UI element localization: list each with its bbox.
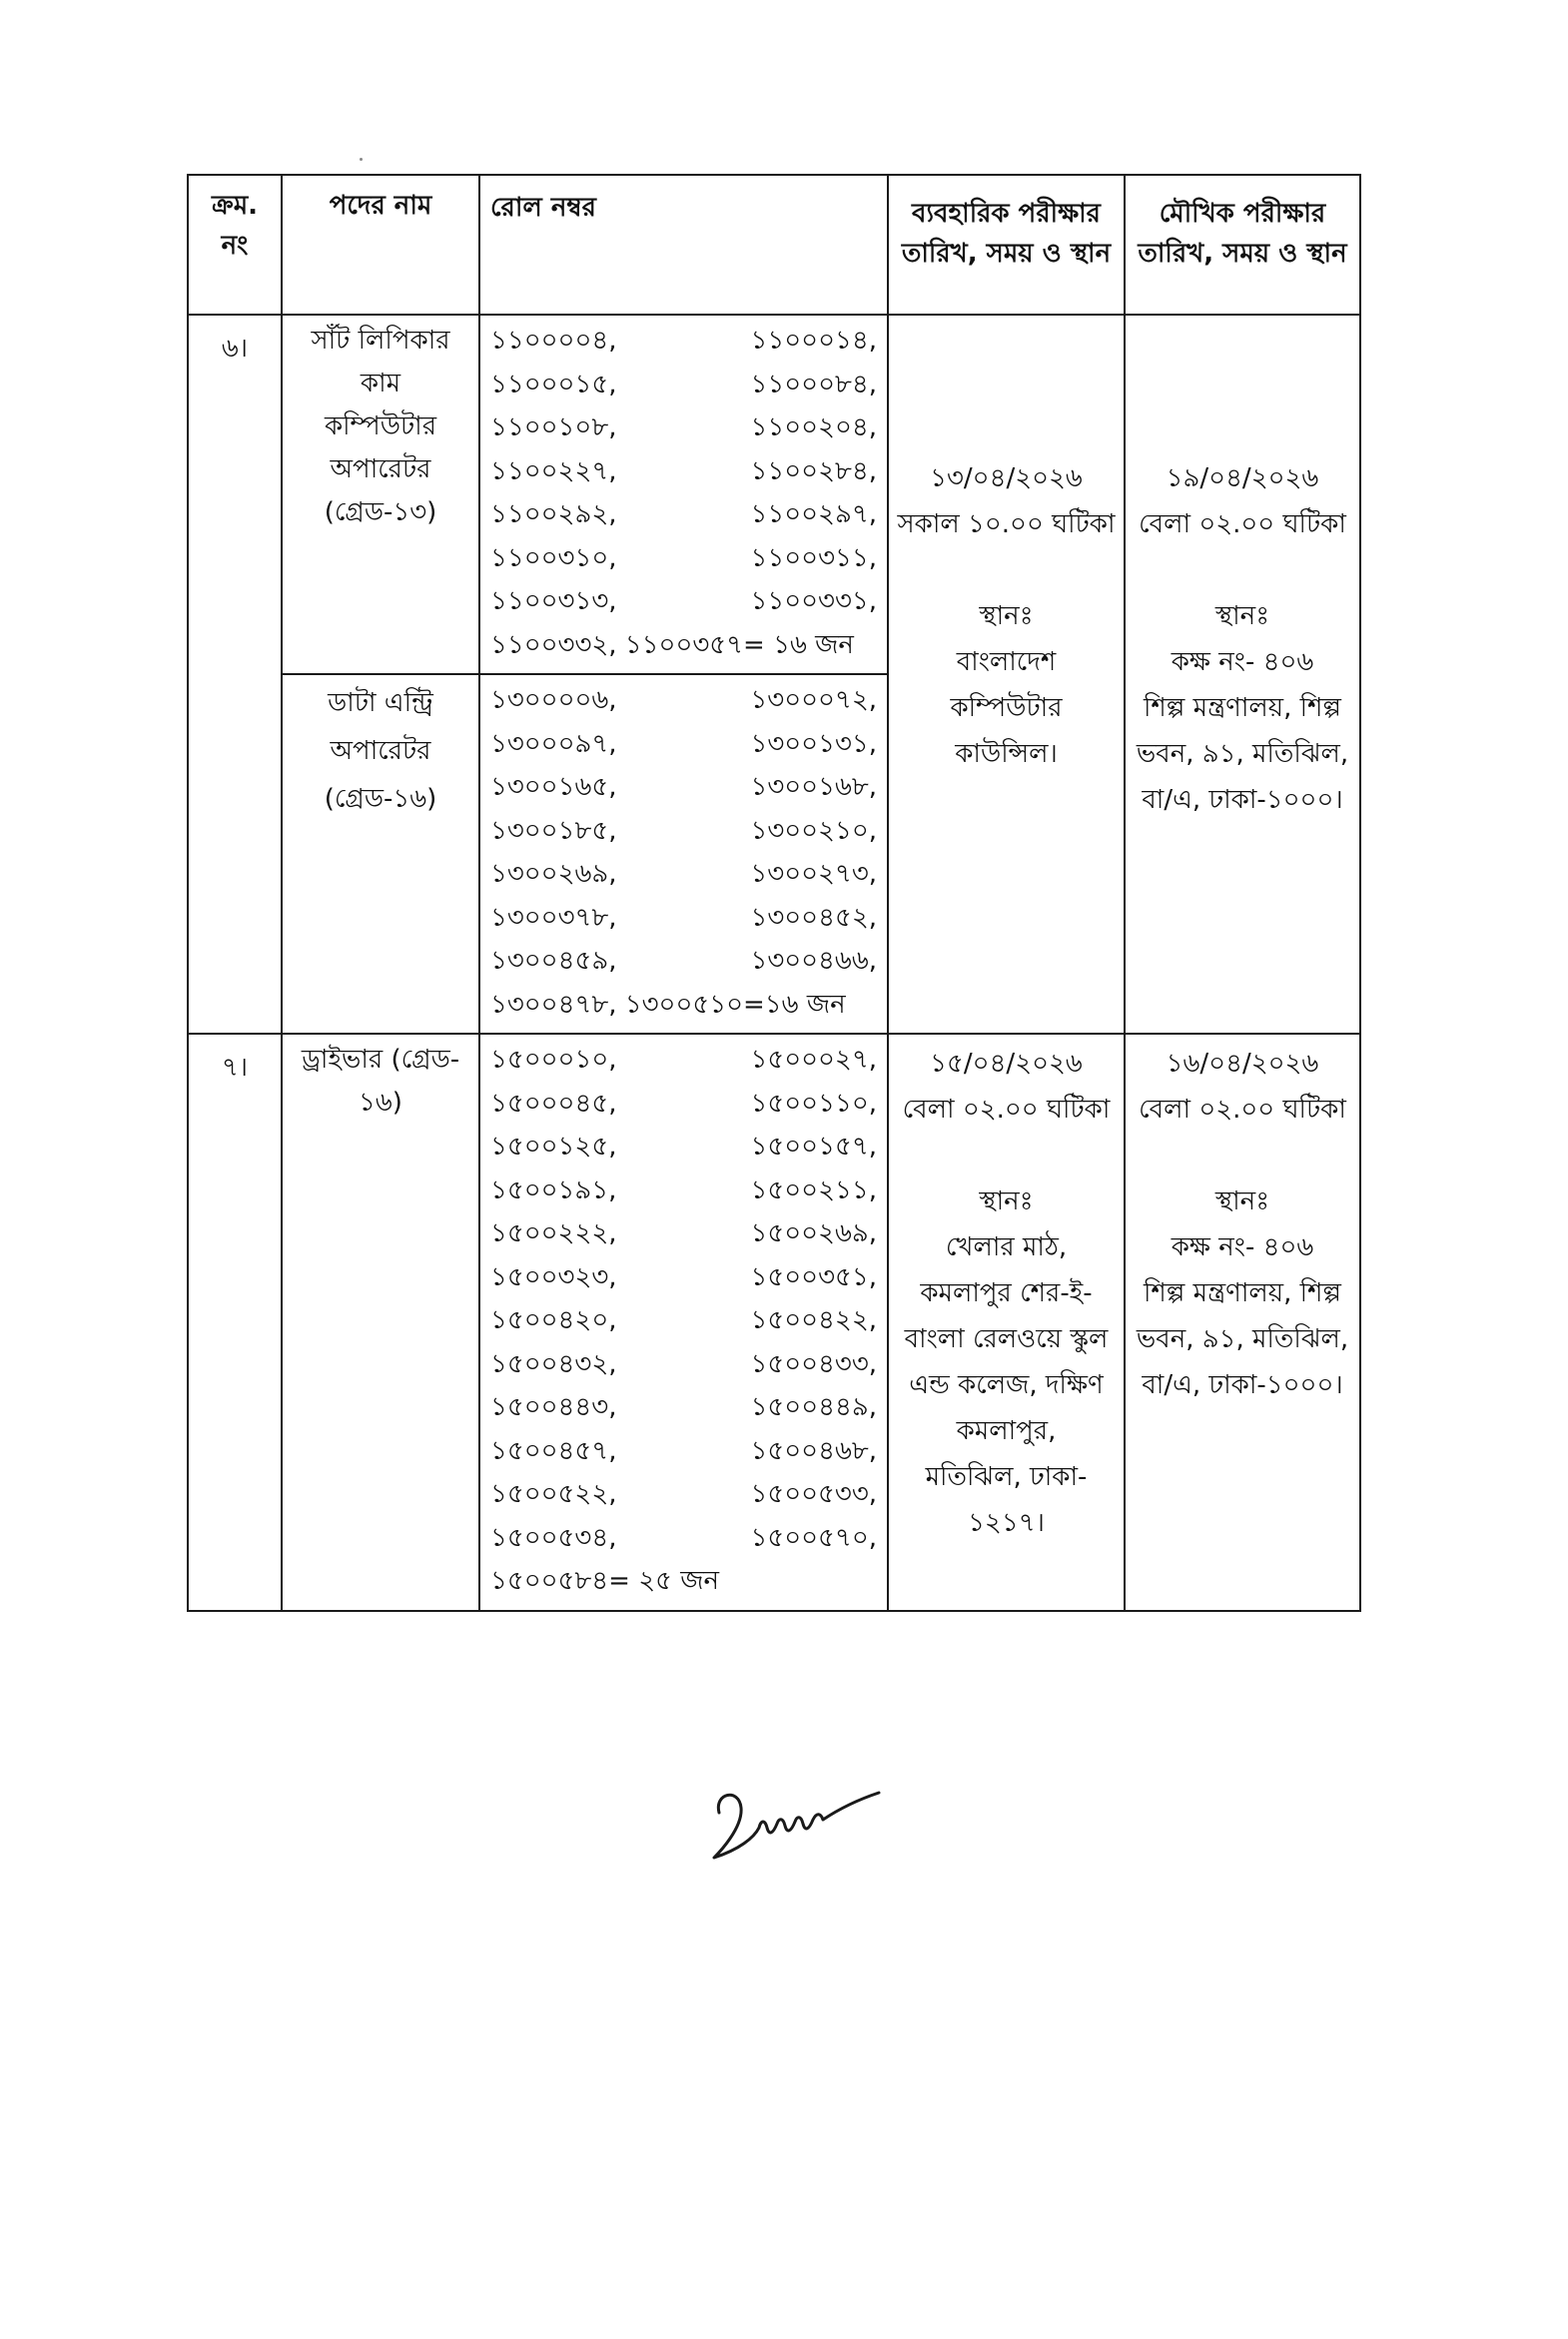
roll-row: ১৩০০০০৬, ১৩০০০৭২, [490, 685, 877, 715]
serial-cell: ৬। [188, 315, 282, 1034]
roll-row: ১৫০০৩২৩, ১৫০০৩৫১, [490, 1261, 877, 1292]
roll-row: ১১০০০০৪, ১১০০০১৪, [490, 326, 877, 356]
header-post: পদের নাম [282, 175, 479, 315]
roll-total: ১৩০০৪৭৮, ১৩০০৫১০=১৬ জন [490, 989, 846, 1020]
roll-total: ১১০০৩৩২, ১১০০৩৫৭= ১৬ জন [490, 629, 854, 660]
page-dot [360, 158, 363, 161]
roll-row: ১৫০০৪৪৩, ১৫০০৪৪৯, [490, 1392, 877, 1422]
header-roll: রোল নম্বর [479, 175, 888, 315]
signature [699, 1758, 899, 1878]
roll-row: ১৫০০৫২২, ১৫০০৫৩৩, [490, 1479, 877, 1509]
practical-exam-cell: ১৫/০৪/২০২৬ বেলা ০২.০০ ঘটিকা স্থানঃ খেলার মাঠ, কমলাপুর শের-ই- বাংলা রেলওয়ে স্কুল এন্ড কলেজ, দক্ষিণ কমলাপুর, মতিঝিল, ঢাকা- ১২১৭। [888, 1034, 1125, 1611]
roll-row: ১৫০০২২২, ১৫০০২৬৯, [490, 1218, 877, 1248]
header-practical: ব্যবহারিক পরীক্ষার তারিখ, সময় ও স্থান [888, 175, 1125, 315]
post-name-cell: ডাটা এন্ট্রি অপারেটর (গ্রেড-১৬) [282, 674, 479, 1034]
roll-row: ১৩০০২৬৯, ১৩০০২৭৩, [490, 859, 877, 889]
roll-row: ১৩০০৩৭৮, ১৩০০৪৫২, [490, 902, 877, 933]
viva-exam-cell: ১৬/০৪/২০২৬ বেলা ০২.০০ ঘটিকা স্থানঃ কক্ষ নং- ৪০৬ শিল্প মন্ত্রণালয়, শিল্প ভবন, ৯১, মতিঝিল, বা/এ, ঢাকা-১০০০। [1125, 1034, 1360, 1611]
roll-row: ১৩০০৪৫৯, ১৩০০৪৬৬, [490, 946, 877, 976]
roll-total: ১৫০০৫৮৪= ২৫ জন [490, 1566, 720, 1596]
roll-row: ১১০০১০৮, ১১০০২০৪, [490, 412, 877, 442]
roll-row: ১৫০০১৯১, ১৫০০২১১, [490, 1174, 877, 1205]
viva-exam-cell: ১৯/০৪/২০২৬ বেলা ০২.০০ ঘটিকা স্থানঃ কক্ষ নং- ৪০৬ শিল্প মন্ত্রণালয়, শিল্প ভবন, ৯১, মতিঝিল, বা/এ, ঢাকা-১০০০। [1125, 315, 1360, 1034]
roll-row: ১৫০০১২৫, ১৫০০১৫৭, [490, 1132, 877, 1162]
roll-row: ১১০০২৯২, ১১০০২৯৭, [490, 499, 877, 529]
post-name-cell: ড্রাইভার (গ্রেড- ১৬) [282, 1034, 479, 1611]
header-viva: মৌখিক পরীক্ষার তারিখ, সময় ও স্থান [1125, 175, 1360, 315]
roll-row: ১৩০০০৯৭, ১৩০০১৩১, [490, 728, 877, 759]
roll-row: ১৩০০১৮৫, ১৩০০২১০, [490, 815, 877, 846]
post-name-cell: সাঁট লিপিকার কাম কম্পিউটার অপারেটর (গ্রেড-১৩) [282, 315, 479, 674]
table-row [188, 1034, 1360, 1611]
roll-numbers-cell [479, 674, 888, 1034]
table-row [188, 315, 1360, 674]
exam-schedule-table [187, 174, 1361, 1612]
header-serial: ক্রম. নং [188, 175, 282, 315]
roll-row: ১১০০২২৭, ১১০০২৮৪, [490, 455, 877, 486]
roll-row: ১১০০০১৫, ১১০০০৮৪, [490, 369, 877, 399]
roll-row: ১৫০০০১০, ১৫০০০২৭, [490, 1045, 877, 1075]
roll-numbers-cell [479, 1034, 888, 1611]
serial-cell: ৭। [188, 1034, 282, 1611]
roll-row: ১১০০৩১০, ১১০০৩১১, [490, 542, 877, 573]
roll-numbers-cell [479, 315, 888, 674]
roll-row: ১৫০০৪৫৭, ১৫০০৪৬৮, [490, 1435, 877, 1466]
roll-row: ১৩০০১৬৫, ১৩০০১৬৮, [490, 772, 877, 802]
roll-row: ১৫০০৫৩৪, ১৫০০৫৭০, [490, 1522, 877, 1553]
table-header-row [188, 175, 1360, 315]
practical-exam-cell: ১৩/০৪/২০২৬ সকাল ১০.০০ ঘটিকা স্থানঃ বাংলাদেশ কম্পিউটার কাউন্সিল। [888, 315, 1125, 1034]
roll-row: ১১০০৩১৩, ১১০০৩৩১, [490, 586, 877, 616]
roll-row: ১৫০০০৪৫, ১৫০০১১০, [490, 1088, 877, 1119]
roll-row: ১৫০০৪২০, ১৫০০৪২২, [490, 1305, 877, 1335]
roll-row: ১৫০০৪৩২, ১৫০০৪৩৩, [490, 1348, 877, 1379]
